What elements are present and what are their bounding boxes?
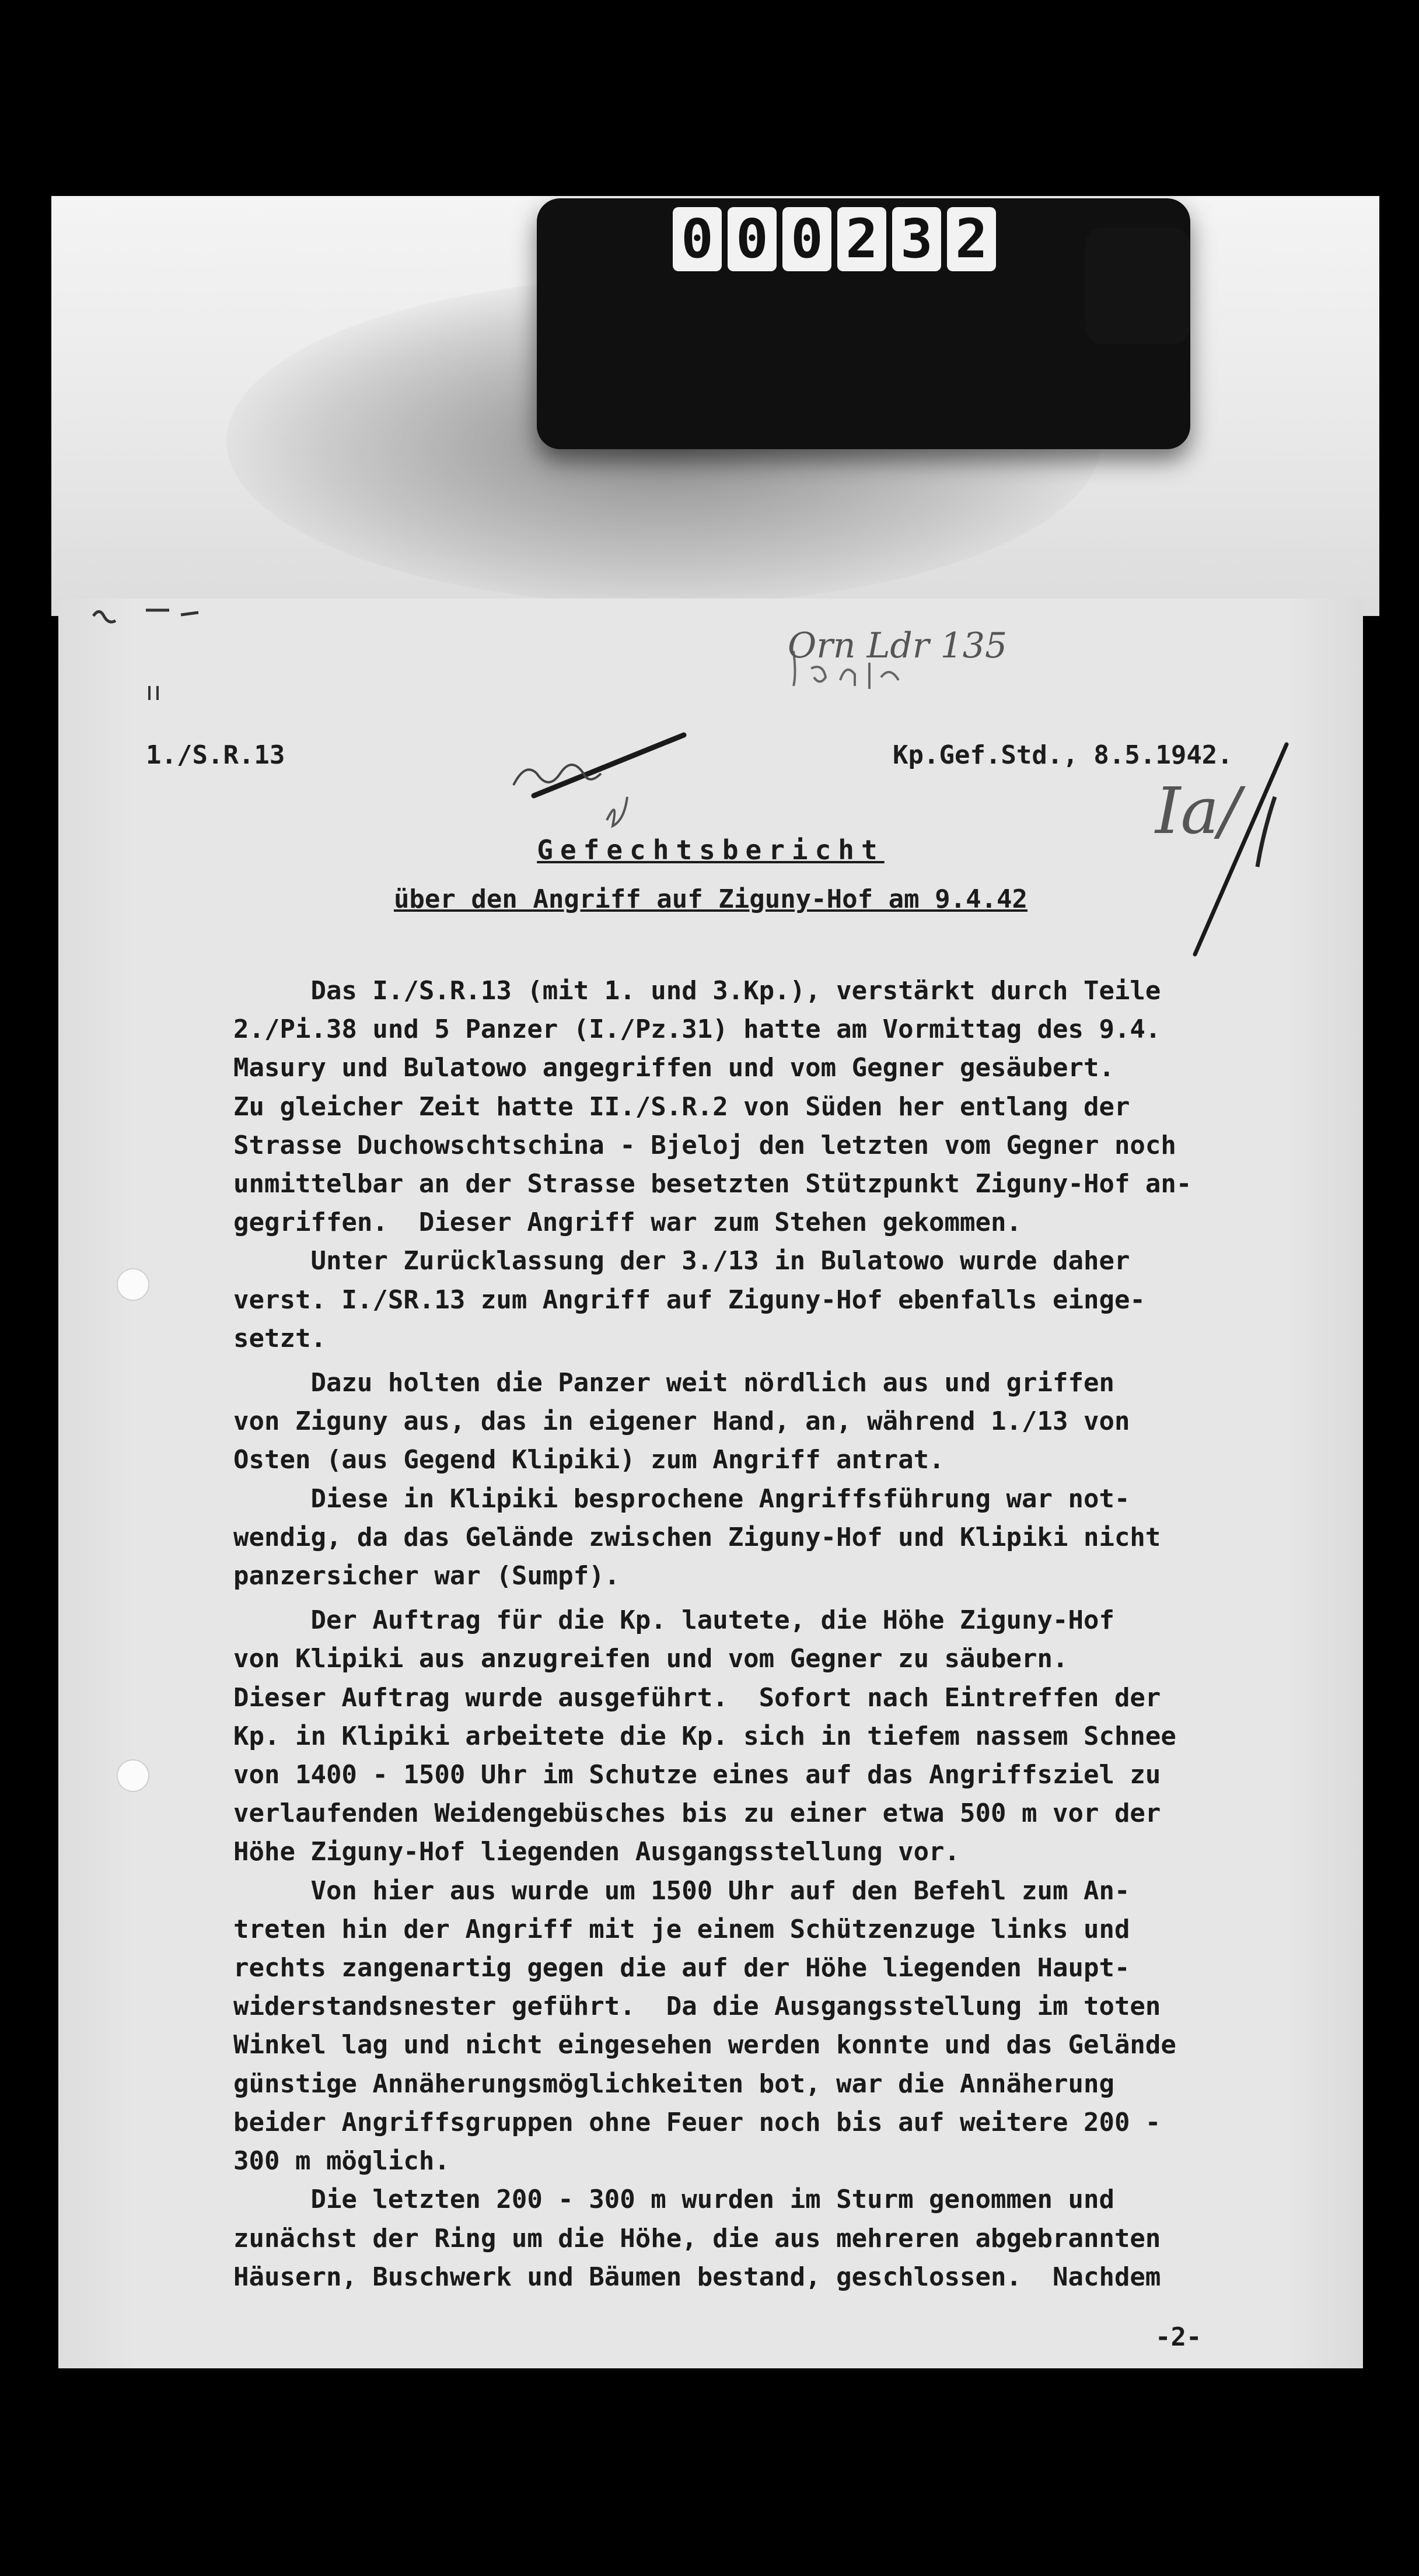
text-line: unmittelbar an der Strasse besetzten Stützpunkt Ziguny-Hof an- <box>233 1169 1192 1199</box>
handwritten-top-note: Orn Ldr 135 <box>788 625 1008 666</box>
counter-digit: 2 <box>947 207 996 271</box>
page-number: -2- <box>1155 2322 1202 2352</box>
text-line: Höhe Ziguny-Hof liegenden Ausgangsstellung vor. <box>233 1837 960 1867</box>
text-line: Masury und Bulatowo angegriffen und vom Gegner gesäubert. <box>233 1053 1114 1083</box>
text-line: setzt. <box>233 1323 326 1353</box>
counter-digit: 2 <box>837 207 886 271</box>
text-line: Unter Zurücklassung der 3./13 in Bulatowo wurde daher <box>233 1246 1130 1276</box>
text-line: Von hier aus wurde um 1500 Uhr auf den Befehl zum An- <box>233 1875 1130 1906</box>
text-line: von 1400 - 1500 Uhr im Schutze eines auf das Angriffsziel zu <box>233 1760 1161 1790</box>
text-line: von Klipiki aus anzugreifen und vom Gegner zu säubern. <box>233 1644 1068 1674</box>
paragraph <box>233 1480 1330 1596</box>
text-line: Diese in Klipiki besprochene Angriffsführung war not- <box>233 1483 1130 1514</box>
place-and-date: Kp.Gef.Std., 8.5.1942. <box>893 740 1233 770</box>
text-line: Strasse Duchowschtschina - Bjeloj den letzten vom Gegner noch <box>233 1130 1176 1160</box>
text-line: zunächst der Ring um die Höhe, die aus mehreren abgebrannten <box>233 2223 1161 2253</box>
text-line: Dieser Auftrag wurde ausgeführt. Sofort nach Eintreffen der <box>233 1682 1161 1713</box>
text-line: widerstandsnester geführt. Da die Ausgangsstellung im toten <box>233 1992 1161 2022</box>
text-line: beider Angriffsgruppen ohne Feuer noch bis auf weitere 200 - <box>233 2107 1161 2137</box>
text-line: Die letzten 200 - 300 m wurden im Sturm genommen und <box>233 2185 1114 2215</box>
counter-digit: 0 <box>782 207 831 271</box>
text-line: Kp. in Klipiki arbeitete die Kp. sich in tiefem nassem Schnee <box>233 1721 1176 1751</box>
text-line: gegriffen. Dieser Angriff war zum Stehen gekommen. <box>233 1208 1022 1238</box>
text-line: wendig, da das Gelände zwischen Ziguny-Hof und Klipiki nicht <box>233 1522 1161 1552</box>
text-line: 300 m möglich. <box>233 2146 450 2176</box>
document-title: Gefechtsbericht <box>537 834 885 866</box>
text-line: panzersicher war (Sumpf). <box>233 1561 620 1591</box>
text-line: verst. I./SR.13 zum Angriff auf Ziguny-Hof ebenfalls einge- <box>233 1284 1145 1315</box>
text-line: Der Auftrag für die Kp. lautete, die Höhe Ziguny-Hof <box>233 1605 1114 1636</box>
frame-counter-digits <box>671 204 998 274</box>
document-page <box>58 598 1363 2368</box>
paragraph <box>233 972 1330 1242</box>
text-line: Häusern, Buschwerk und Bäumen bestand, geschlossen. Nachdem <box>233 2262 1161 2292</box>
counter-digit: 0 <box>728 207 777 271</box>
text-line: 2./Pi.38 und 5 Panzer (I./Pz.31) hatte am Vormittag des 9.4. <box>233 1014 1161 1045</box>
frame-counter-tab <box>1085 228 1190 344</box>
text-line: verlaufenden Weidengebüsches bis zu einer etwa 500 m vor der <box>233 1798 1161 1829</box>
text-line: Osten (aus Gegend Klipiki) zum Angriff antrat. <box>233 1445 945 1475</box>
unit-designation: 1./S.R.13 <box>146 740 285 770</box>
text-line: Das I./S.R.13 (mit 1. und 3.Kp.), verstärkt durch Teile <box>233 976 1161 1006</box>
text-line: rechts zangenartig gegen die auf der Höhe liegenden Haupt- <box>233 1953 1130 1983</box>
text-line: günstige Annäherungsmöglichkeiten bot, war die Annäherung <box>233 2068 1114 2099</box>
text-line: von Ziguny aus, das in eigener Hand, an, während 1./13 von <box>233 1406 1130 1437</box>
text-line: treten hin der Angriff mit je einem Schützenzuge links und <box>233 1914 1130 1944</box>
text-line: Zu gleicher Zeit hatte II./S.R.2 von Süden her entlang der <box>233 1091 1130 1122</box>
text-line: Winkel lag und nicht eingesehen werden konnte und das Gelände <box>233 2030 1176 2060</box>
paragraph <box>233 1872 1330 2181</box>
counter-digit: 3 <box>892 207 941 271</box>
document-subtitle: über den Angriff auf Ziguny-Hof am 9.4.42 <box>393 884 1028 914</box>
text-line: Dazu holten die Panzer weit nördlich aus und griffen <box>233 1368 1114 1398</box>
report-body <box>233 972 1330 2297</box>
paragraph <box>233 1601 1330 1871</box>
counter-digit: 0 <box>673 207 722 271</box>
handwritten-side-mark: Ia/ <box>1155 774 1241 848</box>
paragraph <box>233 2180 1330 2297</box>
paragraph <box>233 1364 1330 1480</box>
paragraph <box>233 1242 1330 1358</box>
